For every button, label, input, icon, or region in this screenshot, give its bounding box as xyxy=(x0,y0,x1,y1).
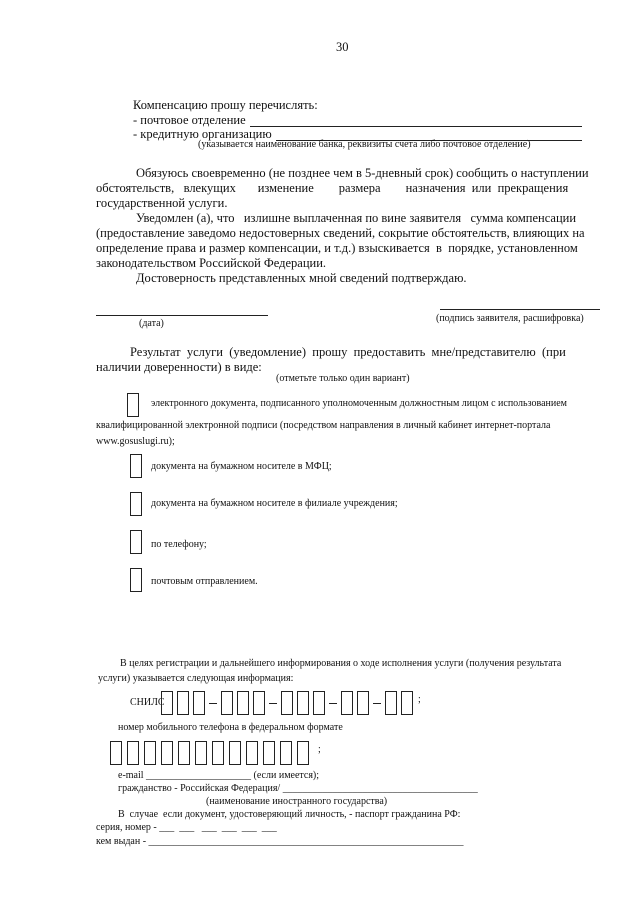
confirm-text: Достоверность представленных мной сведений подтверждаю. xyxy=(136,271,467,285)
phone-digit[interactable] xyxy=(297,741,309,765)
option-post-label: почтовым отправлением. xyxy=(151,576,258,587)
phone-digit[interactable] xyxy=(144,741,156,765)
signature-label: (подпись заявителя, расшифровка) xyxy=(436,313,584,324)
registration-line-1: В целях регистрации и дальнейшего информирования о ходе исполнения услуги (получения результата xyxy=(120,658,562,669)
citizenship-field[interactable]: гражданство - Российская Федерация/ _______________________________________ xyxy=(118,783,478,794)
option-electronic-cont-1: квалифицированной электронной подписи (посредством направления в личный кабинет интернет-портала xyxy=(96,420,551,431)
phone-digit[interactable] xyxy=(127,741,139,765)
phone-digit[interactable] xyxy=(161,741,173,765)
snils-digit[interactable] xyxy=(161,691,173,715)
obligation-line-1: Обязуюсь своевременно (не позднее чем в 5-дневный срок) сообщить о наступлении xyxy=(136,166,589,180)
snils-digit[interactable] xyxy=(253,691,265,715)
signature-field[interactable] xyxy=(440,309,600,310)
snils-digit[interactable] xyxy=(297,691,309,715)
option-branch-label: документа на бумажном носителе в филиале учреждения; xyxy=(151,498,398,509)
page-number: 30 xyxy=(336,40,349,54)
phone-digit[interactable] xyxy=(195,741,207,765)
email-field[interactable]: e-mail _____________________ (если имеется); xyxy=(118,770,320,781)
phone-end: ; xyxy=(318,744,321,755)
phone-digit[interactable] xyxy=(263,741,275,765)
snils-digit[interactable] xyxy=(357,691,369,715)
option-electronic-checkbox[interactable] xyxy=(127,393,139,417)
notified-line-2: (предоставление заведомо недостоверных сведений, сокрытие обстоятельств, влияющих на xyxy=(96,226,585,240)
compensation-intro: Компенсацию прошу перечислять: xyxy=(133,98,318,112)
phone-digit[interactable] xyxy=(178,741,190,765)
date-field[interactable] xyxy=(96,315,268,316)
registration-line-2: услуги) указывается следующая информация: xyxy=(98,673,294,684)
result-line-2: наличии доверенности) в виде: xyxy=(96,360,262,374)
obligation-line-2: обстоятельств, влекущих изменение размера назначения или прекращения xyxy=(96,181,569,195)
obligation-line-3: государственной услуги. xyxy=(96,196,228,210)
notified-line-1: Уведомлен (а), что излишне выплаченная по вине заявителя сумма компенсации xyxy=(136,211,577,225)
result-line-1: Результат услуги (уведомление) прошу предоставить мне/представителю (при xyxy=(130,345,566,359)
phone-digit[interactable] xyxy=(246,741,258,765)
snils-digit[interactable] xyxy=(341,691,353,715)
option-phone-label: по телефону; xyxy=(151,539,207,550)
passport-series-field[interactable]: серия, номер - ___ ___ ___ ___ ___ ___ xyxy=(96,822,277,833)
snils-digit[interactable] xyxy=(177,691,189,715)
credit-org-label: - кредитную организацию xyxy=(133,127,272,141)
date-label: (дата) xyxy=(139,318,164,329)
option-mfc-label: документа на бумажном носителе в МФЦ; xyxy=(151,461,332,472)
phone-digit[interactable] xyxy=(110,741,122,765)
snils-digit[interactable] xyxy=(385,691,397,715)
snils-separator xyxy=(269,703,277,704)
snils-digit[interactable] xyxy=(221,691,233,715)
foreign-country-hint: (наименование иностранного государства) xyxy=(206,796,388,807)
phone-label: номер мобильного телефона в федеральном формате xyxy=(118,722,343,733)
option-electronic-cont-2: www.gosuslugi.ru); xyxy=(96,436,175,447)
snils-digit[interactable] xyxy=(281,691,293,715)
snils-separator xyxy=(329,703,337,704)
compensation-hint: (указывается наименование банка, реквизиты счета либо почтовое отделение) xyxy=(198,139,531,150)
snils-digit[interactable] xyxy=(193,691,205,715)
option-mfc-checkbox[interactable] xyxy=(130,454,142,478)
option-electronic-label: электронного документа, подписанного уполномоченным должностным лицом с использованием xyxy=(151,398,567,409)
post-office-field[interactable] xyxy=(250,126,582,127)
phone-digit[interactable] xyxy=(280,741,292,765)
snils-label: СНИЛС xyxy=(130,697,165,708)
snils-separator xyxy=(209,703,217,704)
option-phone-checkbox[interactable] xyxy=(130,530,142,554)
notified-line-4: законодательством Российской Федерации. xyxy=(96,256,327,270)
option-post-checkbox[interactable] xyxy=(130,568,142,592)
notified-line-3: определение права и размер компенсации, и т.д.) взыскивается в порядке, установленном xyxy=(96,241,578,255)
phone-digit[interactable] xyxy=(212,741,224,765)
snils-end: ; xyxy=(418,694,421,705)
option-branch-checkbox[interactable] xyxy=(130,492,142,516)
snils-digit[interactable] xyxy=(313,691,325,715)
result-hint: (отметьте только один вариант) xyxy=(276,373,410,384)
snils-digit[interactable] xyxy=(237,691,249,715)
snils-separator xyxy=(373,703,381,704)
snils-digit[interactable] xyxy=(401,691,413,715)
passport-issued-field[interactable]: кем выдан - _______________________________________________________________ xyxy=(96,836,464,847)
post-office-label: - почтовое отделение xyxy=(133,113,246,127)
passport-text: В случае если документ, удостоверяющий личность, - паспорт гражданина РФ: xyxy=(118,809,461,820)
phone-digit[interactable] xyxy=(229,741,241,765)
